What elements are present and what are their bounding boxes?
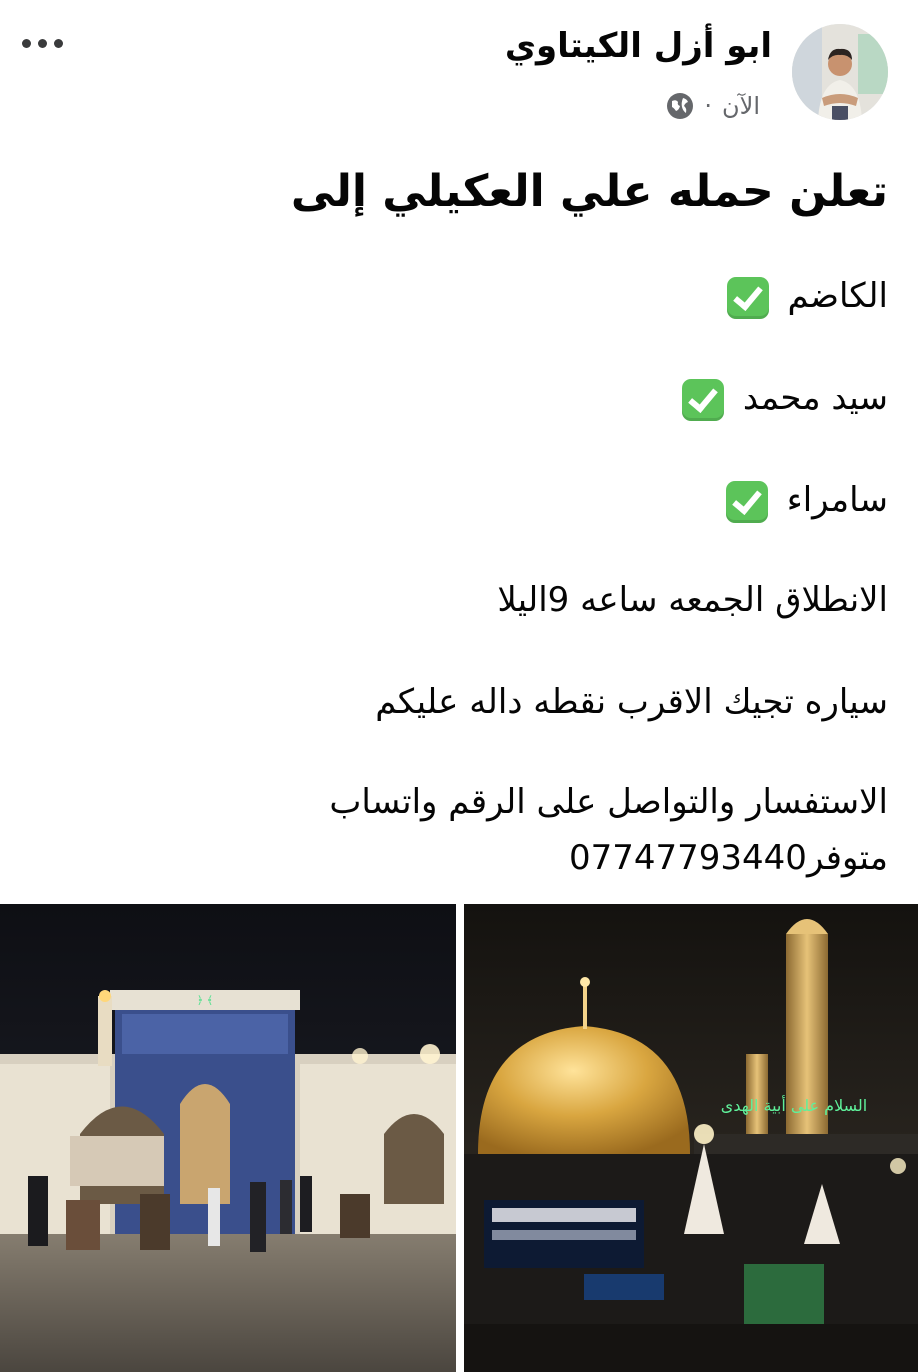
contact-text: الاستفسار والتواصل على الرقم واتساب	[329, 782, 888, 822]
check-mark-icon	[727, 277, 769, 319]
photo-grid	[0, 904, 918, 1372]
post-headline: تعلن حمله علي العكيلي إلى	[290, 166, 888, 217]
dot-icon	[22, 39, 31, 48]
author-name[interactable]: ابو أزل الكيتاوي	[504, 26, 772, 66]
dot-icon	[38, 39, 47, 48]
timestamp[interactable]: الآن	[722, 92, 760, 120]
svg-text:﴿ ﴾: ﴿ ﴾	[196, 994, 214, 1007]
departure-text: الانطلاق الجمعه ساعه 9اليلا	[497, 580, 888, 620]
dot-icon	[54, 39, 63, 48]
shrine-sign-text: السلام على أبية الهدى	[720, 1096, 868, 1115]
destination-item	[726, 480, 888, 523]
post-meta	[666, 90, 760, 122]
destination-label: سيد محمد	[742, 378, 888, 418]
destination-item	[727, 276, 888, 319]
destination-label: سامراء	[786, 480, 888, 520]
contact-phone[interactable]: متوفر07747793440	[568, 838, 888, 878]
check-mark-icon	[726, 481, 768, 523]
destination-item	[682, 378, 888, 421]
globe-icon[interactable]	[666, 92, 694, 120]
post-header	[0, 0, 918, 140]
more-options-button[interactable]	[22, 30, 76, 56]
pickup-text: سياره تجيك الاقرب نقطه داله عليكم	[375, 682, 888, 722]
meta-separator: ·	[704, 92, 713, 120]
author-avatar[interactable]	[792, 24, 888, 120]
destination-label: الكاضم	[787, 276, 888, 316]
photo-golden-dome[interactable]	[464, 904, 918, 1372]
photo-shrine-courtyard[interactable]	[0, 904, 456, 1372]
check-mark-icon	[682, 379, 724, 421]
